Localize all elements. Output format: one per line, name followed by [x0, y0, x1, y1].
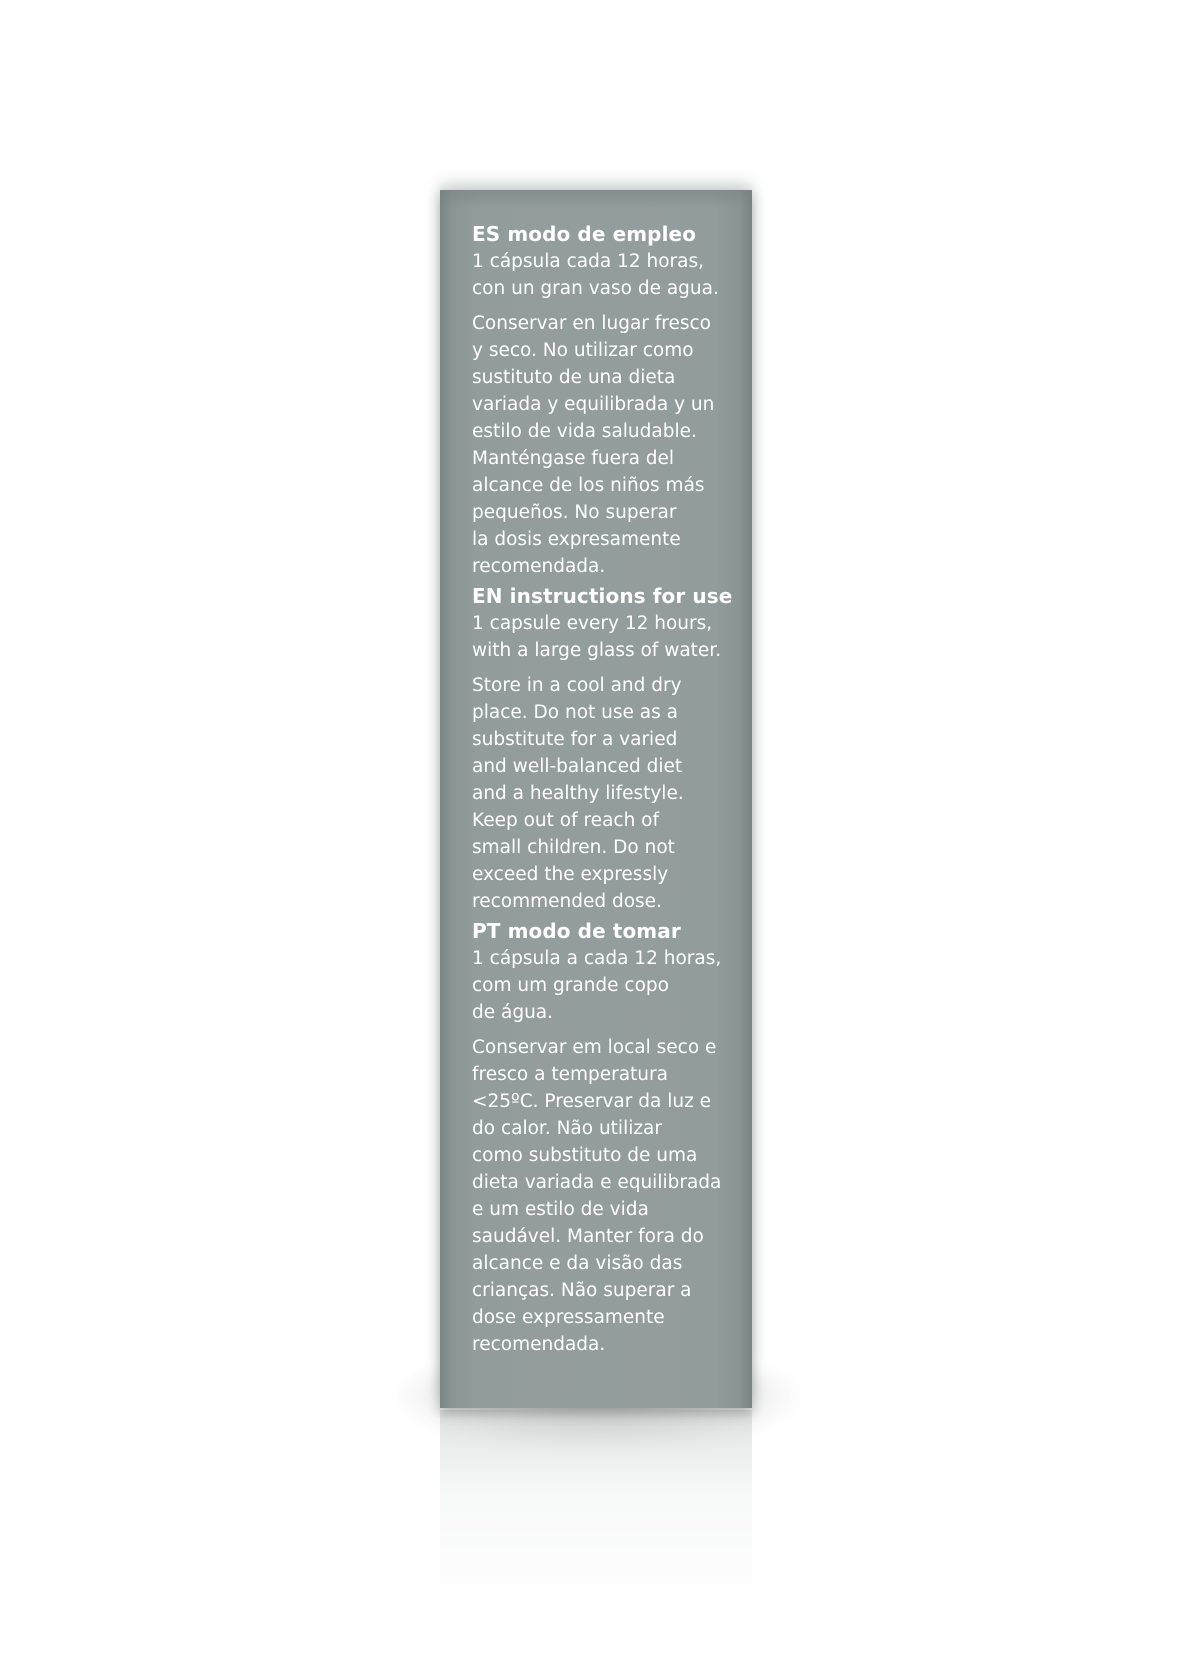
warning-line: pequeños. No superar	[472, 502, 677, 523]
warning-line: <25ºC. Preservar da luz e	[472, 1091, 712, 1112]
warning-line: small children. Do not	[472, 837, 675, 858]
section-pt	[472, 917, 744, 1358]
warning-line: and well-balanced diet	[472, 756, 683, 777]
warning-line: place. Do not use as a	[472, 702, 678, 723]
dosage-pt	[472, 945, 744, 1026]
warning-line: fresco a temperatura	[472, 1064, 668, 1085]
dosage-line: 1 cápsula cada 12 horas,	[472, 251, 705, 272]
dosage-line: com um grande copo	[472, 975, 669, 996]
dosage-line: de água.	[472, 1002, 554, 1023]
warning-line: estilo de vida saludable.	[472, 421, 697, 442]
dosage-line: 1 cápsula a cada 12 horas,	[472, 948, 722, 969]
warnings-en	[472, 672, 744, 915]
warning-line: la dosis expresamente	[472, 529, 681, 550]
warnings-pt	[472, 1034, 744, 1358]
warning-line: exceed the expressly	[472, 864, 669, 885]
warning-line: recomendada.	[472, 1334, 606, 1355]
section-es	[472, 220, 744, 580]
instructions-text-block	[472, 220, 744, 1358]
warning-line: substitute for a varied	[472, 729, 678, 750]
warning-line: alcance e da visão das	[472, 1253, 683, 1274]
warning-line: Keep out of reach of	[472, 810, 660, 831]
warning-line: crianças. Não superar a	[472, 1280, 692, 1301]
section-en	[472, 582, 744, 915]
section-heading-es: ES modo de empleo	[472, 222, 697, 246]
box-reflection	[440, 1410, 752, 1654]
warning-line: recommended dose.	[472, 891, 662, 912]
dosage-line: 1 capsule every 12 hours,	[472, 613, 713, 634]
product-box-side-panel	[440, 190, 752, 1408]
warning-line: Conservar en lugar fresco	[472, 313, 712, 334]
warning-line: como substituto de uma	[472, 1145, 698, 1166]
warnings-es	[472, 310, 744, 580]
warning-line: Store in a cool and dry	[472, 675, 682, 696]
dosage-line: con un gran vaso de agua.	[472, 278, 719, 299]
section-heading-en: EN instructions for use	[472, 584, 733, 608]
warning-line: y seco. No utilizar como	[472, 340, 694, 361]
dosage-es	[472, 248, 744, 302]
warning-line: variada y equilibrada y un	[472, 394, 715, 415]
dosage-en	[472, 610, 744, 664]
dosage-line: with a large glass of water.	[472, 640, 722, 661]
warning-line: sustituto de una dieta	[472, 367, 676, 388]
warning-line: and a healthy lifestyle.	[472, 783, 684, 804]
warning-line: e um estilo de vida	[472, 1199, 649, 1220]
warning-line: do calor. Não utilizar	[472, 1118, 663, 1139]
section-heading-pt: PT modo de tomar	[472, 919, 681, 943]
warning-line: dose expressamente	[472, 1307, 665, 1328]
warning-line: Conservar em local seco e	[472, 1037, 717, 1058]
warning-line: Manténgase fuera del	[472, 448, 675, 469]
warning-line: saudável. Manter fora do	[472, 1226, 704, 1247]
warning-line: recomendada.	[472, 556, 606, 577]
warning-line: dieta variada e equilibrada	[472, 1172, 722, 1193]
warning-line: alcance de los niños más	[472, 475, 705, 496]
